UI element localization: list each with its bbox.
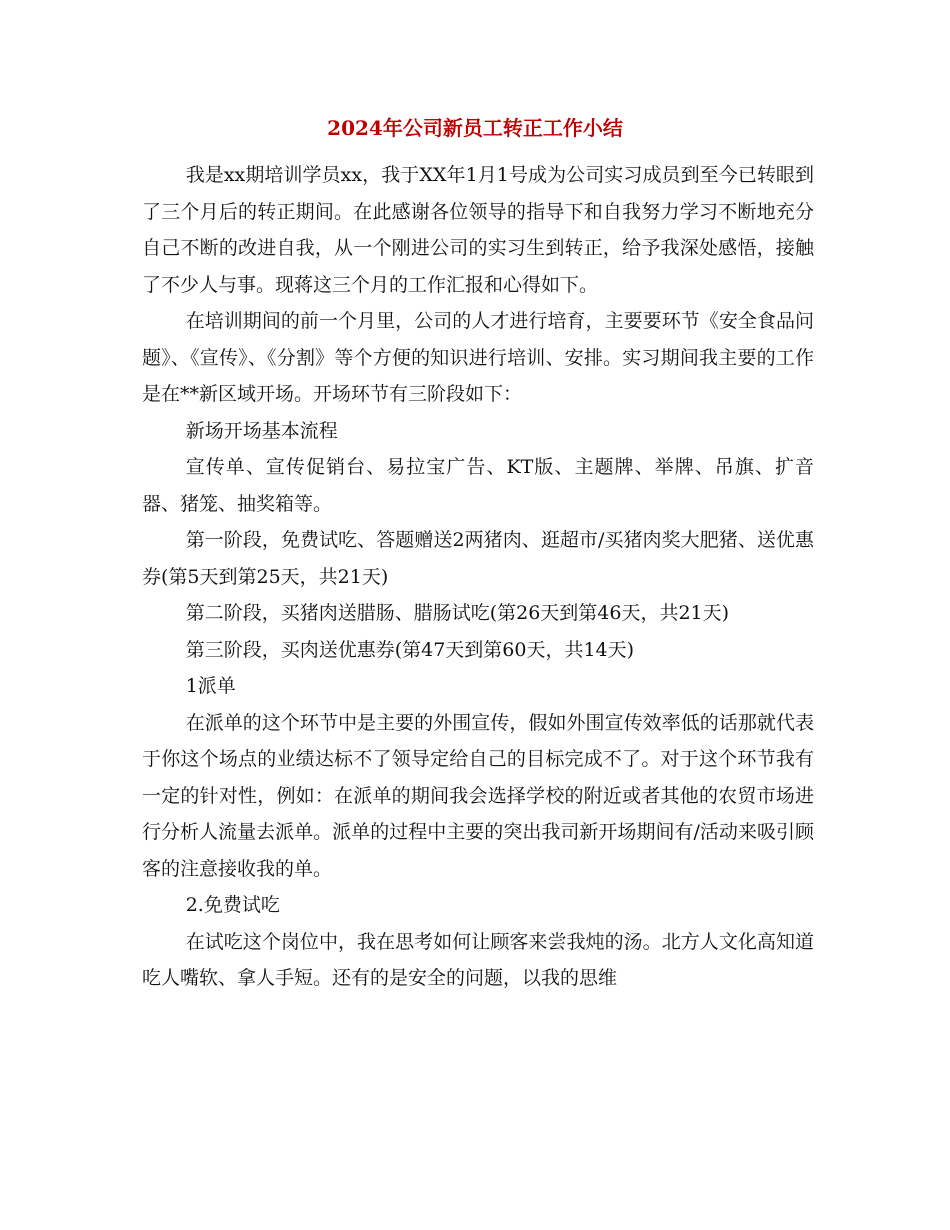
paragraph-intro: 我是xx期培训学员xx，我于XX年1月1号成为公司实习成员到至今已转眼到了三个月后的转正期间。在此感谢各位领导的指导下和自我努力学习不断地充分自己不断的改进自我，从一个刚进公司的实习生到转正，给予我深处感悟，接触了不少人与事。现蒋这三个月的工作汇报和心得如下。 [142,164,814,296]
section-heading-free-tasting: 2.免费试吃 [185,894,280,916]
paragraph-stage-three: 第三阶段，买肉送优惠券(第47天到第60天，共14天) [185,638,635,661]
paragraph-flyers: 在派单的这个环节中是主要的外围宣传，假如外围宣传效率低的话那就代表于你这个场点的业绩达标不了领导定给自己的目标完成不了。对于这个环节我有一定的针对性，例如：在派单的期间我会选择学校的附近或者其他的农贸市场进行分析人流量去派单。派单的过程中主要的突出我司新开场期间有/活动来吸引顾客的注意接收我的单。 [142,711,814,880]
document-title: 2024年公司新员工转正工作小结 [327,116,623,140]
paragraph-free-tasting: 在试吃这个岗位中，我在思考如何让顾客来尝我炖的汤。北方人文化高知道吃人嘴软、拿人手短。还有的是安全的问题，以我的思维 [142,930,814,989]
document-body [142,157,814,997]
paragraph-process-heading: 新场开场基本流程 [185,419,338,442]
paragraph-materials: 宣传单、宣传促销台、易拉宝广告、KT版、主题牌、举牌、吊旗、扩音器、猪笼、抽奖箱等。 [142,456,814,515]
paragraph-stage-one: 第一阶段，免费试吃、答题赠送2两猪肉、逛超市/买猪肉奖大肥猪、送优惠券(第5天到第25天，共21天) [142,529,814,588]
section-heading-flyers: 1派单 [185,675,236,697]
paragraph-training: 在培训期间的前一个月里，公司的人才进行培育，主要要环节《安全食品问题》、《宣传》、《分割》等个方便的知识进行培训、安排。实习期间我主要的工作是在**新区域开场。开场环节有三阶段如下： [142,310,814,405]
paragraph-stage-two: 第二阶段，买猪肉送腊肠、腊肠试吃(第26天到第46天，共21天) [185,602,730,624]
